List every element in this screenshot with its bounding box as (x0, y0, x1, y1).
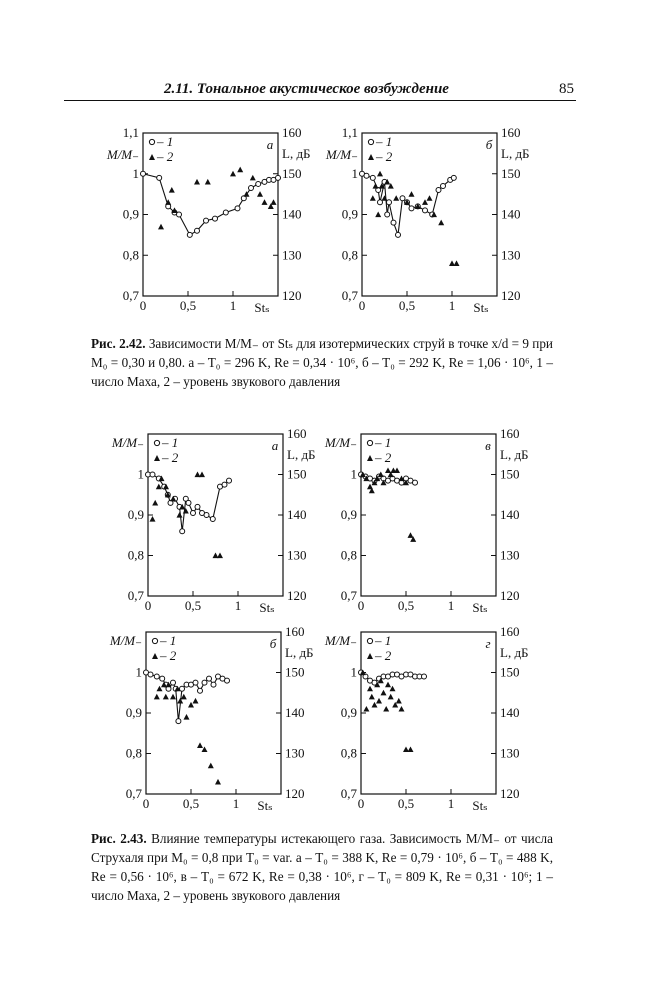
x-axis-label: Stₛ (473, 300, 489, 315)
y-left-axis-label: M/M₋ (106, 147, 139, 162)
y-right-tick-label: 140 (500, 705, 520, 720)
y-right-tick-label: 130 (500, 547, 520, 563)
y-left-tick-label: 0,9 (340, 705, 357, 720)
y-right-axis-label: L, дБ (282, 146, 311, 161)
data-point-triangle (385, 682, 391, 688)
y-left-tick-label: 0,7 (340, 786, 357, 801)
data-point-circle (391, 220, 396, 225)
legend-label-1: – 1 (162, 435, 179, 450)
y-right-tick-label: 160 (285, 624, 305, 639)
y-left-tick-label: 1 (351, 165, 358, 181)
y-right-axis-label: L, дБ (501, 146, 530, 161)
data-point-circle (180, 529, 185, 534)
y-left-tick-label: 1 (350, 664, 357, 680)
data-point-triangle (363, 706, 369, 712)
y-right-tick-label: 160 (500, 624, 520, 639)
y-left-tick-label: 0,8 (122, 247, 139, 263)
y-left-tick-label: 0,8 (340, 745, 357, 761)
data-point-circle (222, 482, 227, 487)
data-point-triangle (177, 512, 183, 518)
y-right-tick-label: 150 (500, 466, 520, 482)
data-point-triangle (438, 220, 444, 226)
x-axis-label: Stₛ (472, 798, 488, 813)
data-point-triangle (250, 175, 256, 181)
legend-marker-circle (367, 440, 372, 445)
y-left-axis-label: M/M₋ (325, 147, 358, 162)
y-right-tick-label: 130 (287, 547, 307, 563)
y-right-tick-label: 150 (282, 165, 302, 181)
legend-marker-circle (149, 139, 154, 144)
data-point-triangle (170, 694, 176, 700)
x-tick-label: 0 (358, 298, 366, 313)
data-point-circle (180, 686, 185, 691)
data-point-circle (195, 228, 200, 233)
figure-2-43-label: Рис. 2.43. (91, 831, 147, 846)
data-point-triangle (370, 195, 376, 201)
data-point-triangle (427, 195, 433, 201)
data-point-triangle (388, 694, 394, 700)
y-right-axis-label: L, дБ (500, 447, 529, 462)
data-point-circle (213, 216, 218, 221)
x-tick-label: 1 (234, 598, 242, 613)
y-left-axis-label: M/M₋ (109, 633, 142, 648)
data-point-triangle (375, 212, 381, 218)
data-point-circle (160, 676, 165, 681)
panel-label: а (266, 137, 274, 152)
x-tick-label: 0 (142, 796, 150, 811)
y-left-axis-label: M/M₋ (324, 633, 357, 648)
y-left-tick-label: 1 (350, 466, 357, 482)
y-right-tick-label: 160 (501, 125, 521, 140)
chart-2-43a (111, 426, 316, 615)
data-point-circle (400, 196, 405, 201)
legend-marker-triangle (368, 154, 374, 160)
data-point-triangle (377, 171, 383, 177)
legend-marker-circle (368, 139, 373, 144)
chart-2-43g (324, 624, 529, 813)
y-left-axis-label: M/M₋ (111, 435, 144, 450)
legend-marker-triangle (367, 455, 373, 461)
data-point-triangle (396, 698, 402, 704)
y-right-tick-label: 130 (501, 247, 521, 263)
y-right-tick-label: 120 (501, 288, 521, 303)
data-point-triangle (385, 467, 391, 473)
data-point-circle (141, 171, 146, 176)
y-right-tick-label: 160 (500, 426, 520, 441)
x-tick-label: 0,5 (179, 298, 197, 313)
x-tick-label: 0,5 (184, 598, 202, 613)
legend-marker-triangle (152, 653, 158, 659)
panel-label: г (485, 636, 491, 651)
data-point-triangle (152, 500, 158, 506)
y-left-axis-label: M/M₋ (324, 435, 357, 450)
y-right-tick-label: 120 (282, 288, 302, 303)
y-right-tick-label: 140 (501, 206, 521, 222)
data-point-circle (276, 175, 281, 180)
data-point-triangle (150, 516, 156, 522)
y-right-tick-label: 140 (285, 705, 305, 720)
data-point-triangle (376, 698, 382, 704)
data-point-triangle (408, 746, 414, 752)
data-point-circle (423, 208, 428, 213)
data-point-circle (223, 210, 228, 215)
y-right-axis-label: L, дБ (287, 447, 316, 462)
y-left-tick-label: 0,9 (125, 705, 142, 720)
legend-label-2: – 2 (375, 648, 392, 663)
x-axis-label: Stₛ (257, 798, 273, 813)
data-point-triangle (193, 698, 199, 704)
data-point-circle (256, 181, 261, 186)
x-tick-label: 0 (357, 598, 365, 613)
y-left-tick-label: 1 (132, 165, 139, 181)
x-tick-label: 0 (144, 598, 152, 613)
x-axis-label: Stₛ (254, 300, 270, 315)
legend-marker-circle (154, 440, 159, 445)
data-point-triangle (409, 191, 415, 197)
y-left-tick-label: 1 (135, 664, 142, 680)
data-point-triangle (194, 179, 200, 185)
data-point-triangle (454, 260, 460, 266)
x-tick-label: 1 (447, 598, 455, 613)
figure-2-43-caption (91, 829, 553, 905)
data-point-circle (235, 206, 240, 211)
legend-label-2: – 2 (376, 149, 393, 164)
y-right-tick-label: 140 (282, 206, 302, 222)
y-right-tick-label: 160 (287, 426, 307, 441)
panel-label: а (271, 438, 279, 453)
section-title: 2.11. Тональное акустическое возбуждение (164, 81, 449, 97)
data-point-triangle (197, 742, 203, 748)
data-point-triangle (184, 714, 190, 720)
y-right-tick-label: 150 (501, 165, 521, 181)
data-point-circle (385, 212, 390, 217)
y-right-tick-label: 130 (282, 247, 302, 263)
y-left-tick-label: 0,7 (122, 288, 139, 303)
y-left-tick-label: 0,9 (122, 206, 139, 222)
y-right-tick-label: 120 (285, 786, 305, 801)
data-point-triangle (208, 763, 214, 769)
chart-2-42b (325, 125, 530, 315)
data-point-triangle (382, 195, 388, 201)
y-right-tick-label: 160 (282, 125, 302, 140)
data-point-circle (396, 232, 401, 237)
legend-marker-circle (152, 638, 157, 643)
y-left-tick-label: 0,8 (340, 547, 357, 563)
data-point-triangle (393, 195, 399, 201)
data-point-circle (157, 175, 162, 180)
data-point-circle (198, 688, 203, 693)
data-point-circle (207, 676, 212, 681)
y-right-tick-label: 150 (500, 664, 520, 680)
y-right-tick-label: 120 (500, 588, 520, 603)
data-point-triangle (367, 686, 373, 692)
y-right-tick-label: 130 (285, 745, 305, 761)
y-left-tick-label: 0,7 (127, 588, 144, 603)
data-point-triangle (169, 187, 175, 193)
data-point-circle (227, 478, 232, 483)
data-point-circle (413, 480, 418, 485)
data-point-circle (204, 513, 209, 518)
page-number: 85 (559, 81, 574, 97)
y-right-tick-label: 140 (287, 507, 307, 522)
data-point-triangle (262, 199, 268, 205)
y-left-tick-label: 0,9 (340, 507, 357, 522)
data-point-circle (422, 674, 427, 679)
legend-marker-triangle (154, 455, 160, 461)
data-point-triangle (156, 484, 162, 490)
data-point-triangle (399, 706, 405, 712)
figure-2-43-text: Влияние температуры истекающего газа. Зависимость M/M₋ от числа Струхаля при M₀ = 0,8 при T₀ = var. а – T₀ = 388 K, Re = 0,79 · 10⁶, б – T₀ = 488 K, Re = 0,56 · 10⁶, в – T₀ = 672 K, Re = 0,38 · 10⁶, г – T₀ = 809 K, Re = 0,31 · 10⁶; 1 – число Маха, 2 – уровень звукового давления (91, 831, 553, 903)
data-point-circle (202, 680, 207, 685)
y-right-axis-label: L, дБ (500, 645, 529, 660)
data-point-triangle (163, 694, 169, 700)
legend-label-1: – 1 (160, 633, 177, 648)
data-point-circle (191, 510, 196, 515)
data-point-circle (364, 173, 369, 178)
data-point-circle (171, 680, 176, 685)
y-right-tick-label: 150 (285, 664, 305, 680)
x-axis-label: Stₛ (472, 600, 488, 615)
legend-label-1: – 1 (157, 134, 174, 149)
panel-label: б (269, 636, 277, 651)
y-right-tick-label: 150 (287, 466, 307, 482)
y-left-tick-label: 0,8 (127, 547, 144, 563)
legend-label-1: – 1 (375, 435, 392, 450)
figure-2-42-label: Рис. 2.42. (91, 336, 146, 351)
legend-label-1: – 1 (375, 633, 392, 648)
data-point-circle (186, 500, 191, 505)
legend-label-1: – 1 (376, 134, 393, 149)
legend-marker-triangle (149, 154, 155, 160)
data-point-circle (148, 672, 153, 677)
legend-label-2: – 2 (160, 648, 177, 663)
y-left-tick-label: 0,7 (125, 786, 142, 801)
data-point-circle (225, 678, 230, 683)
y-left-tick-label: 1 (137, 466, 144, 482)
x-axis-label: Stₛ (259, 600, 275, 615)
y-right-tick-label: 140 (500, 507, 520, 522)
x-tick-label: 0,5 (397, 598, 415, 613)
data-point-circle (441, 183, 446, 188)
data-point-triangle (383, 706, 389, 712)
x-tick-label: 0 (357, 796, 365, 811)
data-point-triangle (154, 694, 160, 700)
data-point-triangle (217, 553, 223, 559)
legend-marker-circle (367, 638, 372, 643)
data-point-circle (210, 517, 215, 522)
data-point-circle (436, 188, 441, 193)
x-tick-label: 1 (448, 298, 456, 313)
legend-marker-triangle (367, 653, 373, 659)
data-point-circle (176, 719, 181, 724)
chart-2-43v (324, 426, 529, 615)
data-point-triangle (205, 179, 211, 185)
x-tick-label: 0,5 (398, 298, 416, 313)
x-tick-label: 0 (139, 298, 147, 313)
data-point-circle (195, 504, 200, 509)
data-point-triangle (215, 779, 221, 785)
data-point-circle (150, 472, 155, 477)
y-right-tick-label: 120 (500, 786, 520, 801)
chart-2-42a (106, 125, 311, 315)
data-point-circle (204, 218, 209, 223)
data-point-circle (409, 206, 414, 211)
data-point-circle (193, 680, 198, 685)
figure-2-42-text: Зависимости M/M₋ от Stₛ для изотермических струй в точке x/d = 9 при M₀ = 0,30 и 0,80. а – T₀ = 296 K, Re = 0,34 · 10⁶, б – T₀ = 292 K, Re = 1,06 · 10⁶, 1 – число Маха, 2 – уровень звукового давления (91, 336, 553, 389)
data-point-circle (187, 232, 192, 237)
x-tick-label: 0,5 (397, 796, 415, 811)
data-point-circle (249, 186, 254, 191)
chart-2-43b (109, 624, 314, 813)
data-point-triangle (369, 694, 375, 700)
y-right-tick-label: 130 (500, 745, 520, 761)
data-point-triangle (237, 167, 243, 173)
data-point-circle (451, 175, 456, 180)
legend-label-2: – 2 (162, 450, 179, 465)
legend-label-2: – 2 (375, 450, 392, 465)
y-left-tick-label: 0,7 (341, 288, 358, 303)
y-left-tick-label: 0,7 (340, 588, 357, 603)
figure-2-42-caption (91, 334, 553, 391)
data-point-triangle (373, 183, 379, 189)
y-left-tick-label: 0,9 (127, 507, 144, 522)
data-point-circle (154, 674, 159, 679)
y-left-tick-label: 1,1 (122, 125, 139, 140)
panel-label: б (485, 137, 493, 152)
data-point-triangle (230, 171, 236, 177)
data-point-triangle (257, 191, 263, 197)
y-left-tick-label: 0,8 (341, 247, 358, 263)
panel-label: в (485, 438, 491, 453)
x-tick-label: 0,5 (182, 796, 200, 811)
y-left-tick-label: 0,9 (341, 206, 358, 222)
legend-label-2: – 2 (157, 149, 174, 164)
y-left-tick-label: 0,8 (125, 745, 142, 761)
y-right-axis-label: L, дБ (285, 645, 314, 660)
data-point-triangle (158, 224, 164, 230)
data-point-circle (370, 175, 375, 180)
data-point-triangle (381, 690, 387, 696)
data-point-triangle (199, 472, 205, 478)
data-point-triangle (408, 532, 414, 538)
data-point-triangle (271, 199, 277, 205)
data-point-circle (211, 682, 216, 687)
y-right-tick-label: 120 (287, 588, 307, 603)
x-tick-label: 1 (447, 796, 455, 811)
x-tick-label: 1 (229, 298, 237, 313)
y-left-tick-label: 1,1 (341, 125, 358, 140)
x-tick-label: 1 (232, 796, 240, 811)
